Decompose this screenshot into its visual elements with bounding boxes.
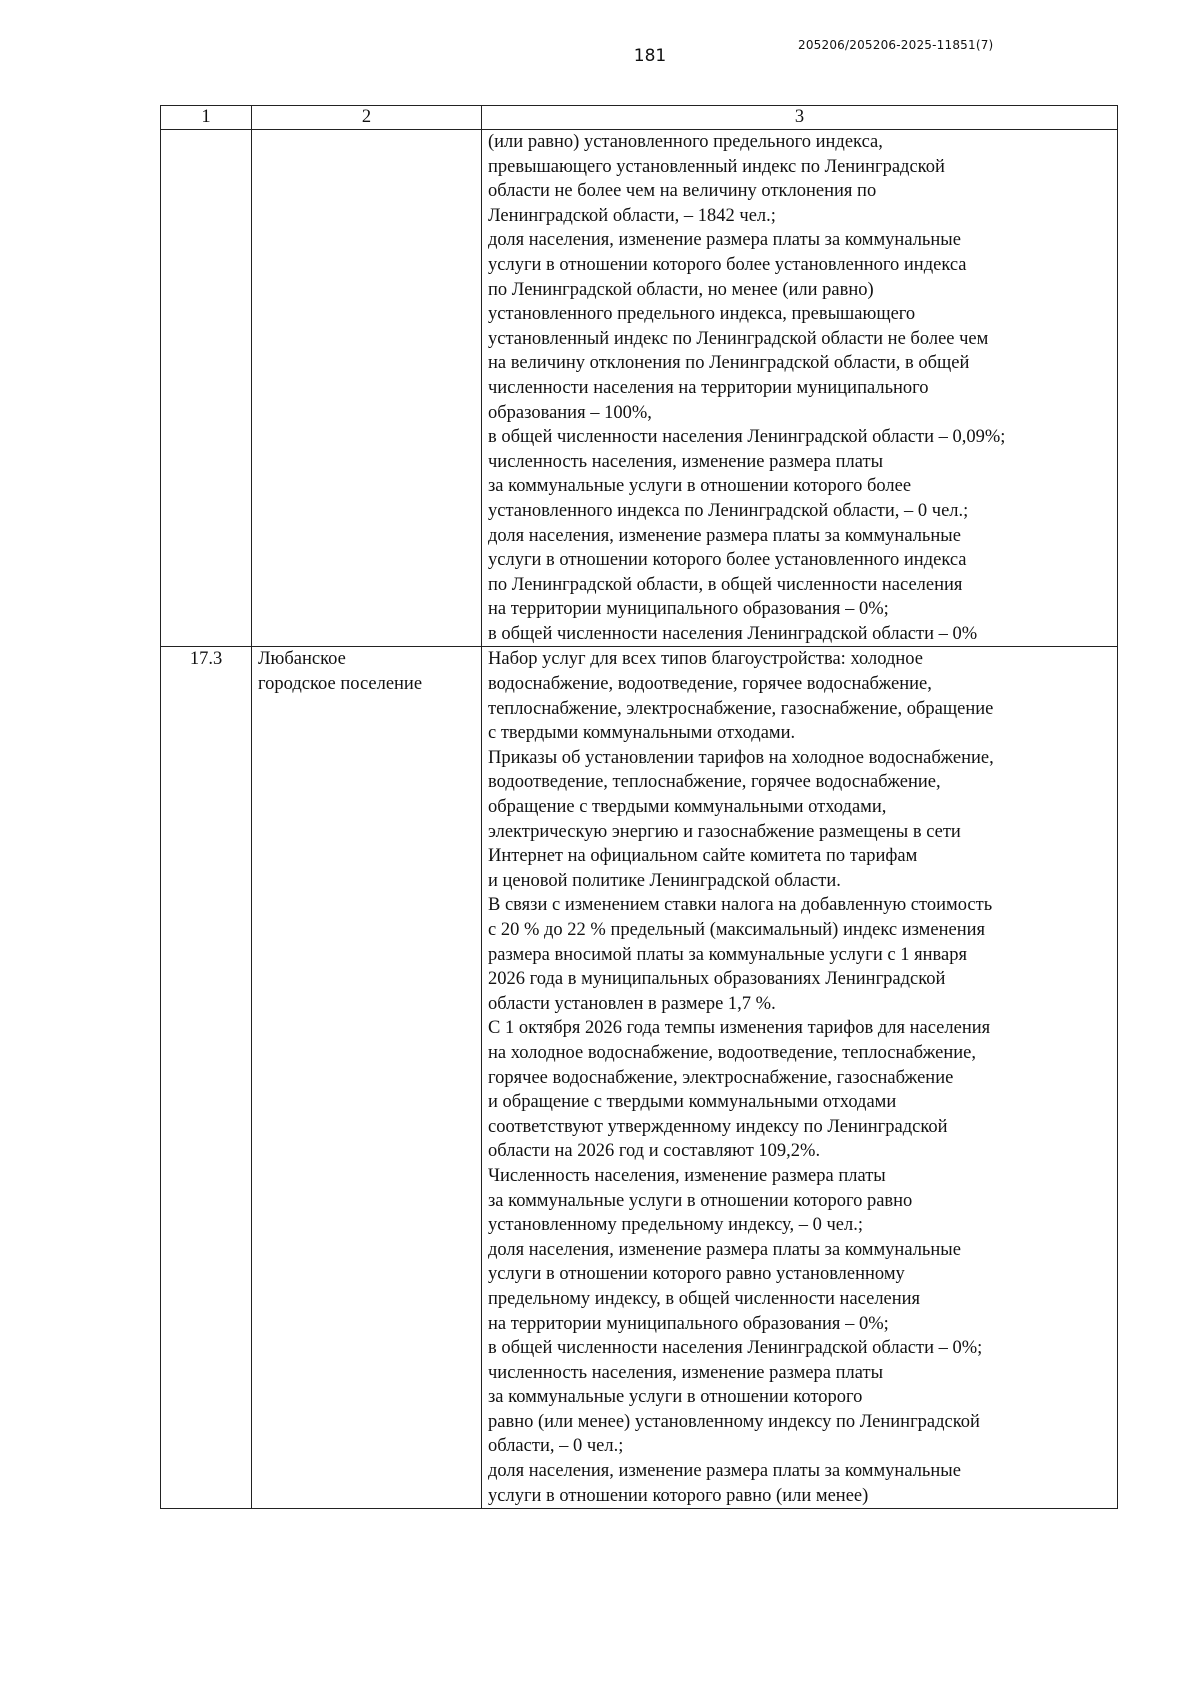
settlement-type-line: городское поселение: [258, 674, 423, 695]
entry-text-line: доля населения, изменение размера платы за коммунальные: [488, 1239, 961, 1260]
entry-text-line: Набор услуг для всех типов благоустройства: холодное: [488, 649, 923, 670]
entry-text-line: области установлен в размере 1,7 %.: [488, 993, 776, 1014]
column-header-number: 1: [161, 106, 252, 130]
entry-text-line: равно (или менее) установленному индексу по Ленинградской: [488, 1411, 980, 1432]
entry-text-line: 2026 года в муниципальных образованиях Ленинградской: [488, 969, 946, 990]
continuation-number-cell: [161, 130, 252, 647]
entry-text-line: в общей численности населения Ленинградской области – 0%;: [488, 1338, 983, 1359]
entry-text-line: и обращение с твердыми коммунальными отходами: [488, 1092, 897, 1113]
entry-text-line: области на 2026 год и составляют 109,2%.: [488, 1141, 821, 1162]
entry-text-line: горячее водоснабжение, электроснабжение, газоснабжение: [488, 1067, 954, 1088]
entry-number-cell: 17.3: [161, 647, 252, 1509]
page-number: 181: [633, 46, 667, 66]
entry-text-line: с 20 % до 22 % предельный (максимальный) индекс изменения: [488, 920, 986, 940]
continuation-text-line: установленный индекс по Ленинградской области не более чем: [488, 328, 989, 349]
entry-text-line: услуги в отношении которого равно (или менее): [488, 1485, 869, 1506]
entry-text-line: и ценовой политике Ленинградской области.: [488, 870, 841, 891]
entry-text-line: В связи с изменением ставки налога на добавленную стоимость: [488, 895, 993, 916]
continuation-settlement-cell: [252, 130, 482, 647]
entry-text-line: с твердыми коммунальными отходами.: [488, 723, 796, 744]
entry-text-lines: [488, 647, 1111, 1508]
entry-text-line: электрическую энергию и газоснабжение размещены в сети: [488, 821, 961, 842]
continuation-text-line: услуги в отношении которого более установленного индекса: [488, 550, 967, 571]
continuation-text-line: доля населения, изменение размера платы за коммунальные: [488, 525, 961, 546]
entry-text-line: установленному предельному индексу, – 0 чел.;: [488, 1215, 863, 1236]
continuation-text-line: установленного предельного индекса, превышающего: [488, 304, 916, 325]
continuation-text-line: услуги в отношении которого более установленного индекса: [488, 254, 967, 275]
continuation-text-cell: [482, 130, 1118, 647]
entry-text-line: на территории муниципального образования – 0%;: [488, 1313, 889, 1334]
table-header-row: [161, 106, 1118, 130]
column-header-settlement: 2: [252, 106, 482, 130]
document-table: [160, 105, 1118, 1509]
continuation-text-line: на территории муниципального образования – 0%;: [488, 599, 889, 620]
continuation-text-lines: [488, 130, 1111, 646]
continuation-text-line: превышающего установленный индекс по Ленинградской: [488, 156, 945, 177]
column-header-description: 3: [482, 106, 1118, 130]
continuation-text-line: по Ленинградской области, но менее (или равно): [488, 279, 874, 300]
settlement-name-line: Любанское: [258, 649, 346, 670]
entry-text-line: размера вносимой платы за коммунальные услуги с 1 января: [488, 944, 967, 965]
continuation-text-line: в общей численности населения Ленинградской области – 0%: [488, 623, 978, 644]
continuation-text-line: в общей численности населения Ленинградской области – 0,09%;: [488, 427, 1006, 448]
entry-text-line: на холодное водоснабжение, водоотведение, теплоснабжение,: [488, 1042, 976, 1063]
entry-text-line: С 1 октября 2026 года темпы изменения тарифов для населения: [488, 1018, 991, 1039]
continuation-text-line: численности населения на территории муниципального: [488, 377, 929, 398]
continuation-text-line: области не более чем на величину отклонения по: [488, 181, 877, 202]
entry-settlement-cell: [252, 647, 482, 1509]
continuation-text-line: на величину отклонения по Ленинградской области, в общей: [488, 353, 970, 374]
continuation-text-line: Ленинградской области, – 1842 чел.;: [488, 205, 776, 226]
continuation-text-line: установленного индекса по Ленинградской области, – 0 чел.;: [488, 500, 969, 521]
continuation-text-line: (или равно) установленного предельного индекса,: [488, 132, 883, 152]
continuation-text-line: образования – 100%,: [488, 402, 652, 423]
continuation-text-line: за коммунальные услуги в отношении которого более: [488, 476, 912, 497]
entry-text-line: услуги в отношении которого равно установленному: [488, 1264, 905, 1285]
entry-text-line: Интернет на официальном сайте комитета по тарифам: [488, 846, 918, 867]
table-row-17-3: [161, 647, 1118, 1509]
entry-text-line: водоснабжение, водоотведение, горячее водоснабжение,: [488, 674, 932, 695]
entry-text-line: за коммунальные услуги в отношении которого: [488, 1387, 863, 1408]
entry-text-line: обращение с твердыми коммунальными отходами,: [488, 797, 887, 818]
entry-text-line: Численность населения, изменение размера платы: [488, 1165, 886, 1186]
table-row-continuation: [161, 130, 1118, 647]
entry-text-line: водоотведение, теплоснабжение, горячее водоснабжение,: [488, 772, 941, 793]
entry-text-line: численность населения, изменение размера платы: [488, 1362, 883, 1383]
entry-text-line: за коммунальные услуги в отношении которого равно: [488, 1190, 913, 1211]
entry-text-line: предельному индексу, в общей численности населения: [488, 1288, 921, 1309]
continuation-text-line: численность населения, изменение размера платы: [488, 451, 883, 472]
entry-text-line: Приказы об установлении тарифов на холодное водоснабжение,: [488, 747, 994, 768]
entry-text-line: теплоснабжение, электроснабжение, газоснабжение, обращение: [488, 698, 994, 719]
continuation-text-line: по Ленинградской области, в общей численности населения: [488, 574, 963, 595]
continuation-text-line: доля населения, изменение размера платы за коммунальные: [488, 230, 961, 251]
entry-text-line: доля населения, изменение размера платы за коммунальные: [488, 1461, 961, 1482]
entry-text-cell: [482, 647, 1118, 1509]
entry-text-line: области, – 0 чел.;: [488, 1436, 624, 1457]
entry-text-line: соответствуют утвержденному индексу по Ленинградской: [488, 1116, 948, 1137]
document-id: 205206/205206-2025-11851(7): [798, 38, 994, 52]
